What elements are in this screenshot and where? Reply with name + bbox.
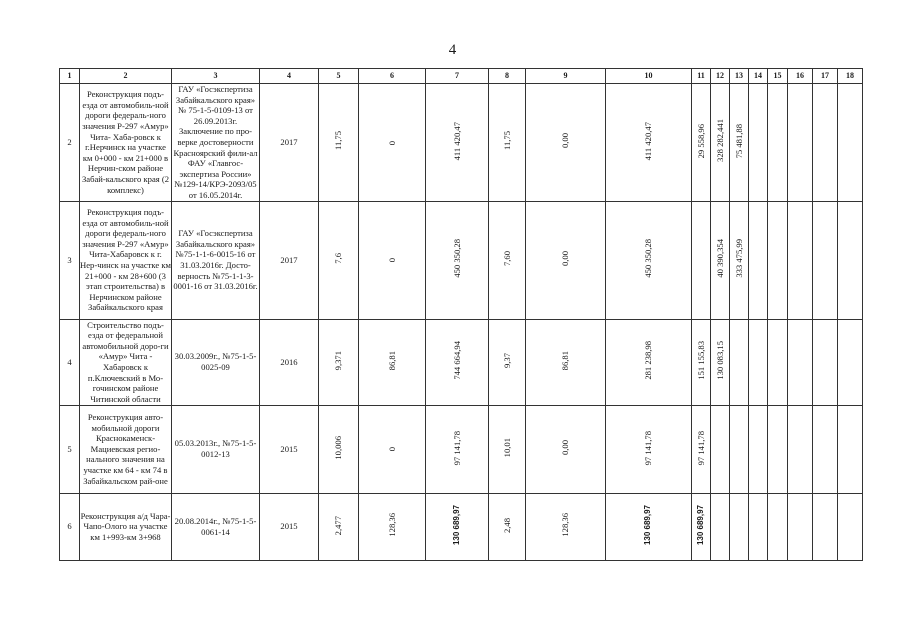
value-cell: 130 689,97	[426, 493, 489, 560]
column-header: 13	[730, 69, 749, 84]
value-cell: 10,006	[319, 405, 359, 493]
table-row	[60, 319, 863, 405]
value-cell: 130 689,97	[692, 493, 711, 560]
expertise-document: ГАУ «Госэкспертиза Забайкальского края» № 75-1-5-0109-13 от 26.09.2013г. Заключение по про-верке достоверности Красноярский фили-ал ФАУ «Главгос-экспертиза России» №129-14/КРЭ-2093/05 от 16.05.2014г.	[173, 84, 258, 200]
value-cell: 86,81	[526, 319, 606, 405]
value-cell: 281 238,98	[606, 319, 692, 405]
table-row	[60, 84, 863, 202]
column-header: 15	[768, 69, 788, 84]
value-cell: 0,00	[526, 84, 606, 202]
row-number: 4	[60, 319, 80, 405]
object-name: Реконструкция подъ-езда от автомобиль-ной дороги федераль-ного значения Р-297 «Амур» Чита- Хаба-ровск к г.Нерчинск на участке км 0+000 - км 21+000 в Нерчин-ском районе Забай-кальского края (2 комплекс)	[80, 84, 172, 202]
expertise-document: 05.03.2013г., №75-1-5-0012-13	[172, 405, 260, 493]
value-cell: 29 558,96	[692, 84, 711, 202]
empty-cell	[749, 201, 768, 319]
column-header: 6	[359, 69, 426, 84]
empty-cell	[768, 201, 788, 319]
year-cell: 2015	[260, 405, 319, 493]
empty-cell	[813, 84, 838, 202]
empty-cell	[788, 319, 813, 405]
value-cell	[711, 405, 730, 493]
value-cell: 7,60	[489, 201, 526, 319]
value-cell: 0	[359, 84, 426, 202]
empty-cell	[838, 201, 863, 319]
empty-cell	[813, 201, 838, 319]
table-row	[60, 405, 863, 493]
value-cell: 450 350,28	[606, 201, 692, 319]
empty-cell	[838, 405, 863, 493]
empty-cell	[813, 493, 838, 560]
value-cell: 0,00	[526, 405, 606, 493]
empty-cell	[813, 319, 838, 405]
column-header: 4	[260, 69, 319, 84]
value-cell: 86,81	[359, 319, 426, 405]
value-cell	[711, 493, 730, 560]
empty-cell	[749, 84, 768, 202]
value-cell: 151 155,83	[692, 319, 711, 405]
value-cell	[692, 201, 711, 319]
value-cell	[730, 405, 749, 493]
column-header: 18	[838, 69, 863, 84]
value-cell: 2,48	[489, 493, 526, 560]
column-header: 8	[489, 69, 526, 84]
empty-cell	[838, 493, 863, 560]
column-header: 12	[711, 69, 730, 84]
value-cell: 328 282,441	[711, 84, 730, 202]
empty-cell	[749, 319, 768, 405]
projects-table	[59, 68, 863, 561]
value-cell: 128,36	[526, 493, 606, 560]
value-cell: 97 141,78	[692, 405, 711, 493]
value-cell: 0,00	[526, 201, 606, 319]
value-cell: 411 420,47	[606, 84, 692, 202]
empty-cell	[768, 405, 788, 493]
value-cell: 0	[359, 405, 426, 493]
table-row	[60, 201, 863, 319]
value-cell: 11,75	[489, 84, 526, 202]
value-cell	[730, 493, 749, 560]
value-cell: 9,371	[319, 319, 359, 405]
row-number: 3	[60, 201, 80, 319]
value-cell: 9,37	[489, 319, 526, 405]
empty-cell	[768, 319, 788, 405]
value-cell: 744 664,94	[426, 319, 489, 405]
empty-cell	[749, 493, 768, 560]
empty-cell	[788, 201, 813, 319]
empty-cell	[788, 493, 813, 560]
value-cell: 75 481,88	[730, 84, 749, 202]
empty-cell	[813, 405, 838, 493]
year-cell: 2015	[260, 493, 319, 560]
empty-cell	[838, 319, 863, 405]
value-cell: 128,36	[359, 493, 426, 560]
object-name: Реконструкция подъ-езда от автомобиль-ной дороги федераль-ного значения Р-297 «Амур» Чита-Хабаровск к г. Нер-чинск на участке км 21+000 - км 28+600 (3 этап строительства) в Нерчинском районе Забайкальского края	[80, 201, 172, 319]
row-number: 6	[60, 493, 80, 560]
year-cell: 2017	[260, 201, 319, 319]
value-cell: 2,477	[319, 493, 359, 560]
value-cell: 40 390,354	[711, 201, 730, 319]
column-header: 14	[749, 69, 768, 84]
column-header: 10	[606, 69, 692, 84]
value-cell	[730, 319, 749, 405]
value-cell: 97 141,78	[606, 405, 692, 493]
empty-cell	[788, 405, 813, 493]
empty-cell	[768, 84, 788, 202]
year-cell: 2016	[260, 319, 319, 405]
value-cell: 97 141,78	[426, 405, 489, 493]
object-name: Реконструкция а/д Чара-Чапо-Олого на участке км 1+993-км 3+968	[80, 493, 172, 560]
row-number: 2	[60, 84, 80, 202]
year-cell: 2017	[260, 84, 319, 202]
row-number: 5	[60, 405, 80, 493]
column-header: 5	[319, 69, 359, 84]
column-header: 9	[526, 69, 606, 84]
table-row	[60, 493, 863, 560]
empty-cell	[838, 84, 863, 202]
value-cell: 130 083,15	[711, 319, 730, 405]
expertise-document: ГАУ «Госэкспертиза Забайкальского края» №75-1-1-6-0015-16 от 31.03.2016г. Досто-верность №75-1-1-3-0001-16 от 31.03.2016г.	[172, 201, 260, 319]
value-cell: 130 689,97	[606, 493, 692, 560]
value-cell: 7,6	[319, 201, 359, 319]
column-header: 11	[692, 69, 711, 84]
expertise-document: 20.08.2014г., №75-1-5-0061-14	[172, 493, 260, 560]
empty-cell	[749, 405, 768, 493]
value-cell: 333 475,99	[730, 201, 749, 319]
column-header: 17	[813, 69, 838, 84]
value-cell: 10,01	[489, 405, 526, 493]
object-name: Строительство подъ-езда от федеральной автомобильной доро-ги «Амур» Чита - Хабаровск к п.Ключевский в Мо-гочинском районе Читинской области	[80, 319, 172, 405]
column-header: 2	[80, 69, 172, 84]
header-row	[60, 69, 863, 84]
column-header: 3	[172, 69, 260, 84]
column-header: 16	[788, 69, 813, 84]
value-cell: 450 350,28	[426, 201, 489, 319]
expertise-document: 30.03.2009г., №75-1-5-0025-09	[172, 319, 260, 405]
empty-cell	[768, 493, 788, 560]
object-name: Реконструкция авто-мобильной дороги Краснокаменск-Мациевская регио-нального значения на участке км 64 - км 74 в Забайкальском рай-оне	[80, 405, 172, 493]
value-cell: 11,75	[319, 84, 359, 202]
column-header: 1	[60, 69, 80, 84]
value-cell: 411 420,47	[426, 84, 489, 202]
column-header: 7	[426, 69, 489, 84]
value-cell: 0	[359, 201, 426, 319]
empty-cell	[788, 84, 813, 202]
page-number: 4	[448, 42, 457, 58]
